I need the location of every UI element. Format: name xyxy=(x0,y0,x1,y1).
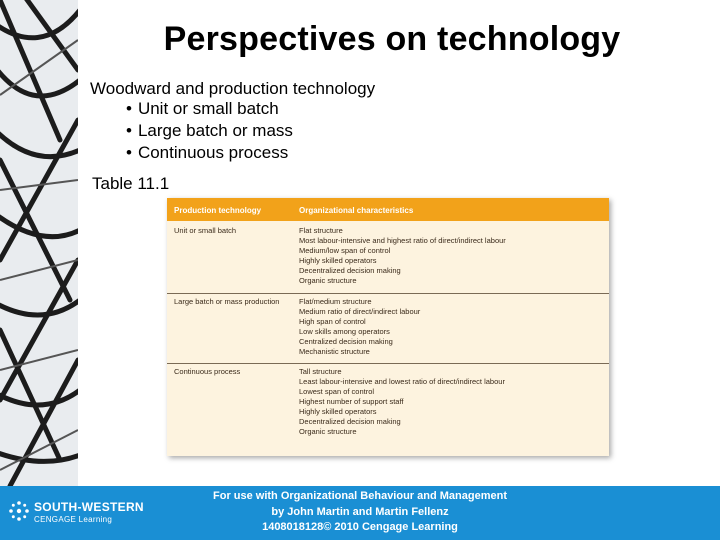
characteristics-cell xyxy=(299,367,599,437)
characteristic-line: Centralized decision making xyxy=(299,337,393,346)
characteristic-line: Lowest span of control xyxy=(299,387,375,396)
brand-name: SOUTH-WESTERN xyxy=(34,500,144,514)
characteristic-line: Highly skilled operators xyxy=(299,256,377,265)
characteristics-cell xyxy=(299,226,599,286)
table-row xyxy=(167,293,609,363)
bullet-item: • Unit or small batch xyxy=(126,98,293,120)
credit-line: For use with Organizational Behaviour and Management xyxy=(213,490,507,502)
table-row xyxy=(167,222,609,292)
footer-credit xyxy=(200,489,520,536)
characteristic-line: Highest number of support staff xyxy=(299,397,404,406)
table-header xyxy=(167,198,609,221)
cengage-logo-icon xyxy=(8,500,30,522)
table-row xyxy=(167,363,609,448)
slide-title: Perspectives on technology xyxy=(163,20,621,58)
bullet-item: • Large batch or mass xyxy=(126,120,293,142)
characteristic-line: High span of control xyxy=(299,317,366,326)
header-organizational-characteristics: Organizational characteristics xyxy=(299,206,414,215)
technology-cell: Large batch or mass production xyxy=(174,297,280,306)
technology-table xyxy=(167,198,609,456)
characteristic-line: Tall structure xyxy=(299,367,342,376)
table-caption: Table 11.1 xyxy=(92,174,170,193)
characteristic-line: Highly skilled operators xyxy=(299,407,377,416)
characteristic-line: Organic structure xyxy=(299,427,357,436)
intro-text: Woodward and production technology xyxy=(90,79,376,98)
characteristic-line: Mechanistic structure xyxy=(299,347,370,356)
characteristic-line: Low skills among operators xyxy=(299,327,390,336)
characteristic-line: Decentralized decision making xyxy=(299,266,401,275)
decorative-lattice-image xyxy=(0,0,78,486)
characteristic-line: Medium ratio of direct/indirect labour xyxy=(299,307,421,316)
characteristic-line: Flat/medium structure xyxy=(299,297,372,306)
characteristic-line: Decentralized decision making xyxy=(299,417,401,426)
bullet-list xyxy=(126,98,293,164)
characteristic-line: Organic structure xyxy=(299,276,357,285)
characteristic-line: Flat structure xyxy=(299,226,343,235)
credit-line: by John Martin and Martin Fellenz xyxy=(271,505,449,518)
credit-line: 1408018128© 2010 Cengage Learning xyxy=(262,521,458,533)
characteristic-line: Medium/low span of control xyxy=(299,246,391,255)
bullet-item: • Continuous process xyxy=(126,142,293,164)
characteristics-cell xyxy=(299,297,599,357)
characteristic-line: Most labour-intensive and highest ratio of direct/indirect labour xyxy=(299,236,506,245)
technology-cell: Unit or small batch xyxy=(174,226,237,235)
brand-subtitle: CENGAGE Learning xyxy=(34,515,113,524)
technology-cell: Continuous process xyxy=(174,367,241,376)
characteristic-line: Least labour-intensive and lowest ratio of direct/indirect labour xyxy=(299,377,505,386)
footer-bar xyxy=(0,486,720,540)
header-production-technology: Production technology xyxy=(174,206,262,215)
